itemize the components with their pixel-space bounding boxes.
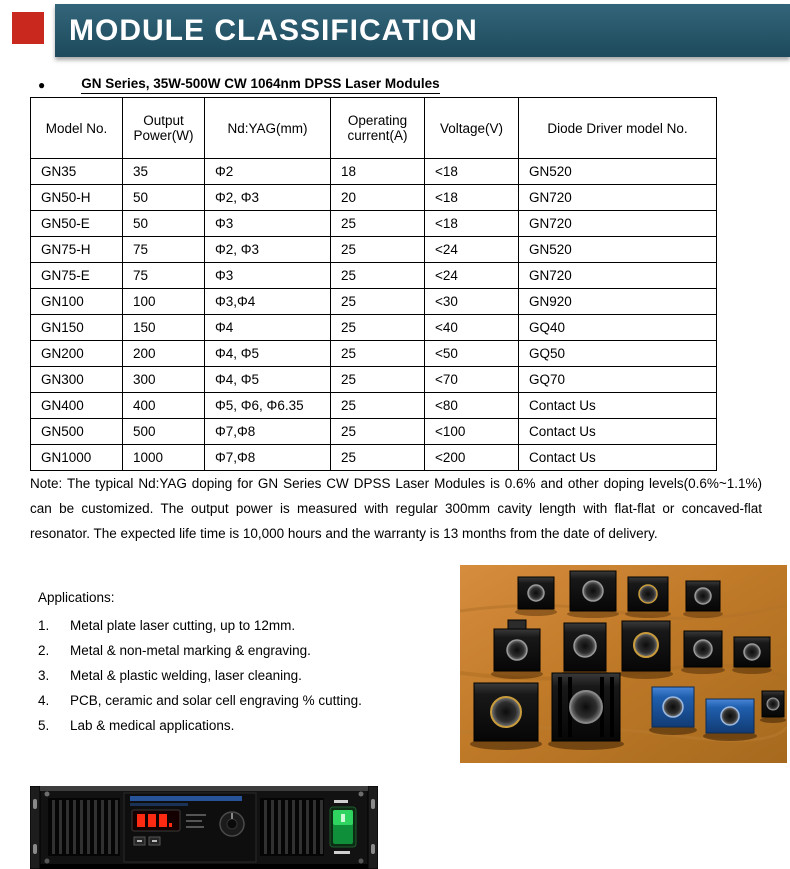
table-cell: 500: [123, 419, 205, 445]
table-cell: <100: [425, 419, 519, 445]
table-cell: 25: [331, 289, 425, 315]
table-cell: <18: [425, 211, 519, 237]
table-cell: <70: [425, 367, 519, 393]
application-number: 3.: [38, 668, 50, 683]
note-paragraph: Note: The typical Nd:YAG doping for GN Series CW DPSS Laser Modules is 0.6% and other doping levels(0.6%~1.1%) can be customized. The output power is measured with regular 300mm cavity length with flat-flat or concaved-flat resonator. The expected life time is 10,000 hours and the warranty is 13 months from the date of delivery.: [30, 476, 762, 541]
table-cell: <50: [425, 341, 519, 367]
section-title: GN Series, 35W-500W CW 1064nm DPSS Laser Modules: [81, 76, 439, 94]
table-row: [31, 419, 717, 445]
module-table: [30, 97, 717, 471]
table-cell: 1000: [123, 445, 205, 471]
table-cell: 25: [331, 341, 425, 367]
table-cell: Contact Us: [519, 445, 717, 471]
table-cell: 20: [331, 185, 425, 211]
table-cell: Φ5, Φ6, Φ6.35: [205, 393, 331, 419]
table-cell: GN520: [519, 237, 717, 263]
header-banner: [55, 4, 790, 57]
application-item: [38, 663, 448, 688]
table-cell: Φ4, Φ5: [205, 367, 331, 393]
table-cell: <80: [425, 393, 519, 419]
table-cell: 25: [331, 419, 425, 445]
table-cell: 25: [331, 367, 425, 393]
table-row: [31, 211, 717, 237]
table-cell: Contact Us: [519, 393, 717, 419]
application-text: Metal & plastic welding, laser cleaning.: [70, 668, 302, 683]
table-cell: <24: [425, 263, 519, 289]
table-cell: GN75-H: [31, 237, 123, 263]
table-cell: 50: [123, 211, 205, 237]
application-number: 1.: [38, 618, 50, 633]
applications-title: Applications:: [38, 590, 115, 605]
table-cell: 75: [123, 263, 205, 289]
table-cell: GN50-E: [31, 211, 123, 237]
application-item: [38, 713, 448, 738]
table-cell: <24: [425, 237, 519, 263]
application-number: 4.: [38, 693, 50, 708]
application-text: Lab & medical applications.: [70, 718, 235, 733]
table-cell: 75: [123, 237, 205, 263]
section-title-row: [38, 76, 440, 94]
table-cell: GN75-E: [31, 263, 123, 289]
table-cell: GN300: [31, 367, 123, 393]
application-item: [38, 638, 448, 663]
table-cell: 25: [331, 211, 425, 237]
table-cell: GN35: [31, 159, 123, 185]
table-cell: <40: [425, 315, 519, 341]
column-header: Nd:YAG(mm): [205, 98, 331, 159]
column-header: Operating current(A): [331, 98, 425, 159]
table-row: [31, 263, 717, 289]
table-cell: Φ7,Φ8: [205, 419, 331, 445]
table-cell: Φ2, Φ3: [205, 237, 331, 263]
table-cell: GN520: [519, 159, 717, 185]
table-cell: <30: [425, 289, 519, 315]
table-row: [31, 367, 717, 393]
table-cell: 400: [123, 393, 205, 419]
table-row: [31, 393, 717, 419]
table-cell: Φ3,Φ4: [205, 289, 331, 315]
table-cell: 25: [331, 263, 425, 289]
table-row: [31, 341, 717, 367]
table-cell: Φ2: [205, 159, 331, 185]
table-cell: Φ4: [205, 315, 331, 341]
table-cell: GQ70: [519, 367, 717, 393]
table-cell: GQ50: [519, 341, 717, 367]
table-cell: GN100: [31, 289, 123, 315]
table-cell: GN720: [519, 263, 717, 289]
column-header: Diode Driver model No.: [519, 98, 717, 159]
bullet-icon: ●: [38, 78, 46, 92]
applications-list: [38, 613, 448, 738]
table-cell: GN920: [519, 289, 717, 315]
table-cell: 25: [331, 445, 425, 471]
table-cell: GN400: [31, 393, 123, 419]
table-cell: GN720: [519, 211, 717, 237]
table-cell: 25: [331, 393, 425, 419]
table-row: [31, 445, 717, 471]
table-cell: GQ40: [519, 315, 717, 341]
application-text: Metal plate laser cutting, up to 12mm.: [70, 618, 296, 633]
table-cell: 200: [123, 341, 205, 367]
applications-section: [38, 590, 448, 738]
table-cell: 150: [123, 315, 205, 341]
power-supply-illustration: [30, 786, 378, 869]
application-item: [38, 688, 448, 713]
table-cell: Φ4, Φ5: [205, 341, 331, 367]
table-row: [31, 315, 717, 341]
table-cell: 25: [331, 315, 425, 341]
table-cell: 300: [123, 367, 205, 393]
table-cell: 100: [123, 289, 205, 315]
table-cell: Φ2, Φ3: [205, 185, 331, 211]
page-title: MODULE CLASSIFICATION: [69, 13, 478, 47]
table-cell: GN1000: [31, 445, 123, 471]
table-cell: 25: [331, 237, 425, 263]
table-cell: 35: [123, 159, 205, 185]
module-table-body: [31, 159, 717, 471]
column-header: Voltage(V): [425, 98, 519, 159]
table-cell: GN50-H: [31, 185, 123, 211]
table-row: [31, 289, 717, 315]
table-cell: GN500: [31, 419, 123, 445]
table-cell: Φ3: [205, 263, 331, 289]
application-item: [38, 613, 448, 638]
power-supply-photo: [30, 786, 378, 869]
table-cell: 50: [123, 185, 205, 211]
table-cell: <18: [425, 185, 519, 211]
table-row: [31, 237, 717, 263]
table-cell: GN150: [31, 315, 123, 341]
application-number: 2.: [38, 643, 50, 658]
column-header: Model No.: [31, 98, 123, 159]
table-row: [31, 159, 717, 185]
application-text: PCB, ceramic and solar cell engraving % cutting.: [70, 693, 362, 708]
application-text: Metal & non-metal marking & engraving.: [70, 643, 311, 658]
application-number: 5.: [38, 718, 50, 733]
table-cell: Φ7,Φ8: [205, 445, 331, 471]
laser-modules-photo: [460, 565, 787, 763]
laser-modules-illustration: [460, 565, 787, 763]
table-cell: GN720: [519, 185, 717, 211]
table-cell: GN200: [31, 341, 123, 367]
module-table-head-row: [31, 98, 717, 159]
table-row: [31, 185, 717, 211]
table-cell: <200: [425, 445, 519, 471]
column-header: Output Power(W): [123, 98, 205, 159]
red-accent-square: [12, 12, 44, 44]
table-cell: 18: [331, 159, 425, 185]
table-cell: Contact Us: [519, 419, 717, 445]
table-cell: <18: [425, 159, 519, 185]
table-cell: Φ3: [205, 211, 331, 237]
